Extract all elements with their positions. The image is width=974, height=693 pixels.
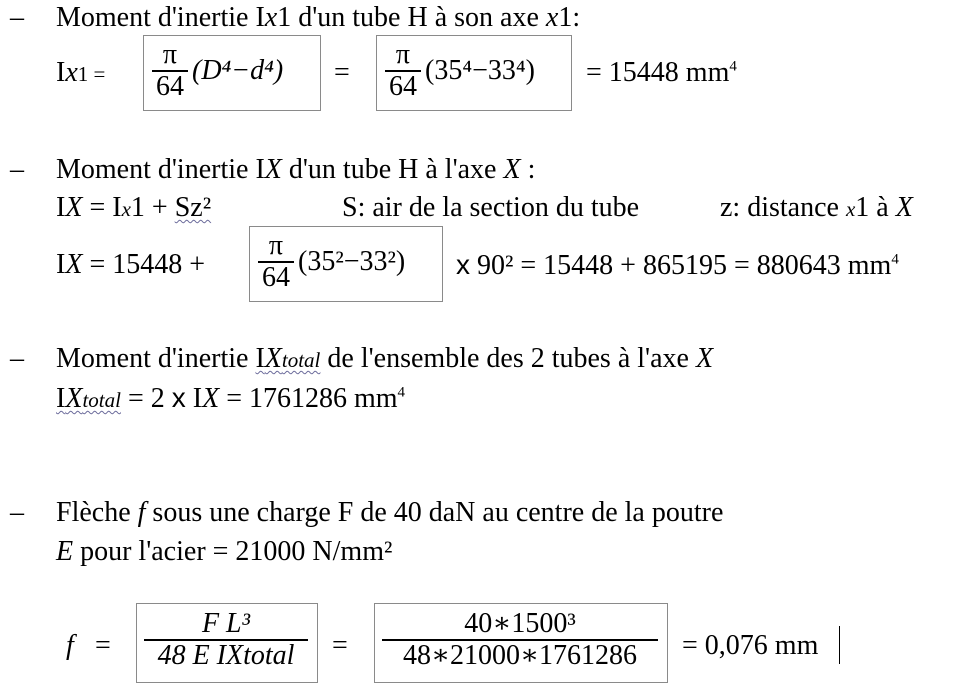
section4-heading: [56, 497, 723, 529]
result-text: = 15448 mm: [586, 57, 730, 88]
note-surface: S: air de la section du tube: [342, 192, 640, 223]
equals-sign: =: [332, 630, 348, 661]
eq-symbol: X: [65, 383, 83, 414]
eq-text: 1 =: [77, 62, 106, 86]
eq-symbol: I: [56, 192, 66, 223]
eq2-lhs: [56, 249, 205, 281]
fraction-numerator: F L³: [201, 608, 251, 639]
heading-symbol: X: [695, 343, 714, 374]
spellcheck-word: Sz²: [174, 192, 212, 223]
eq-symbol: X: [65, 249, 83, 280]
bullet-dash: –: [10, 343, 24, 374]
eq-symbol: I: [56, 249, 66, 280]
fraction-numeric: [382, 609, 658, 671]
equals-sign: =: [334, 57, 350, 88]
spellcheck-word: [56, 383, 121, 414]
heading-text: d'un tube H à l'axe: [281, 154, 504, 185]
fraction-denominator: 48∗21000∗1761286: [402, 640, 638, 671]
heading-text: :: [520, 154, 536, 185]
section2-formula-line: [56, 192, 211, 225]
heading-symbol: x: [545, 2, 559, 33]
fraction-denominator: 64: [389, 71, 417, 102]
bullet-dash: –: [10, 154, 24, 185]
heading-text: Moment d'inertie: [56, 343, 256, 374]
bullet-dash: –: [10, 497, 24, 528]
eq1-lhs: [56, 57, 105, 90]
note-distance: [720, 192, 913, 225]
note-text: 1 à: [855, 192, 896, 223]
fraction-pi-64: [258, 231, 294, 293]
result-text: 90² = 15448 + 865195 = 880643 mm: [470, 250, 892, 281]
heading-text: 1 d'un tube H à son axe: [277, 2, 546, 33]
exponent: 4: [729, 58, 737, 75]
heading-symbol: x: [264, 2, 278, 33]
multiply-sign: x: [456, 249, 470, 280]
eq1-result: [586, 57, 737, 89]
heading-symbol: I: [255, 2, 265, 33]
text-cursor: [839, 626, 840, 664]
eq4-result: = 0,076 mm: [682, 630, 819, 661]
heading-text: Moment d'inertie: [56, 2, 256, 33]
eq-text: pour l'acier = 21000 N/mm²: [73, 536, 393, 567]
bullet-dash: –: [10, 2, 24, 33]
heading-symbol: X: [264, 154, 282, 185]
eq-symbol: I: [56, 57, 66, 88]
fraction-pi-64: [385, 40, 421, 102]
exponent: 4: [397, 384, 406, 401]
eq-symbol: X: [202, 383, 220, 414]
eq-text: I: [185, 383, 203, 414]
note-symbol: x: [845, 197, 856, 221]
fraction-pi-64: [152, 40, 188, 102]
fraction-numerator: 40∗1500³: [464, 608, 576, 639]
section4-material-line: [56, 536, 392, 568]
fraction-denominator: 64: [262, 262, 290, 293]
fraction-denominator: 64: [156, 71, 184, 102]
eq2-result: [456, 249, 899, 282]
section2-heading: [56, 154, 535, 186]
formula-body: (D⁴−d⁴): [192, 55, 284, 86]
fraction-numerator: π: [395, 39, 411, 70]
heading-text: Flèche: [56, 497, 138, 528]
eq-symbol: x: [65, 57, 78, 88]
heading-text: de l'ensemble des 2 tubes à l'axe: [320, 343, 696, 374]
formula-body: (35²−33²): [298, 246, 406, 277]
heading-symbol: f: [137, 497, 146, 528]
heading-symbol: X: [264, 343, 282, 374]
formula-body: (35⁴−33⁴): [425, 55, 535, 86]
eq-symbol: x: [121, 197, 131, 221]
exponent: 4: [891, 251, 899, 268]
eq4-lhs: f: [66, 630, 74, 661]
fraction-numerator: π: [162, 39, 178, 70]
section3-result-line: [56, 382, 405, 416]
note-symbol: X: [895, 192, 913, 223]
eq-text: = 15448 +: [82, 249, 206, 280]
fraction-numerator: π: [268, 230, 284, 261]
eq-text: = I: [82, 192, 122, 223]
heading-text: Moment d'inertie I: [56, 154, 265, 185]
eq-symbol: X: [65, 192, 83, 223]
heading-text: 1:: [558, 2, 581, 33]
fraction-deflection: [144, 609, 308, 671]
section3-heading: [56, 343, 713, 376]
eq-symbol: E: [56, 536, 74, 567]
eq-text: = 2: [120, 383, 172, 414]
eq-text: = 1761286 mm: [219, 383, 398, 414]
fraction-denominator: 48 E IXtotal: [157, 640, 295, 671]
heading-symbol: I: [255, 343, 265, 374]
eq-symbol: I: [56, 383, 66, 414]
heading-text: sous une charge F de 40 daN au centre de la poutre: [145, 497, 724, 528]
heading-symbol: X: [503, 154, 521, 185]
heading-subscript: total: [281, 348, 321, 372]
spellcheck-word: [255, 343, 320, 374]
eq-text: 1 +: [130, 192, 175, 223]
multiply-sign: x: [171, 382, 186, 413]
eq-subscript: total: [82, 388, 121, 412]
section1-heading: [56, 2, 580, 34]
note-text: z: distance: [720, 192, 846, 223]
equals-sign: =: [95, 630, 111, 661]
